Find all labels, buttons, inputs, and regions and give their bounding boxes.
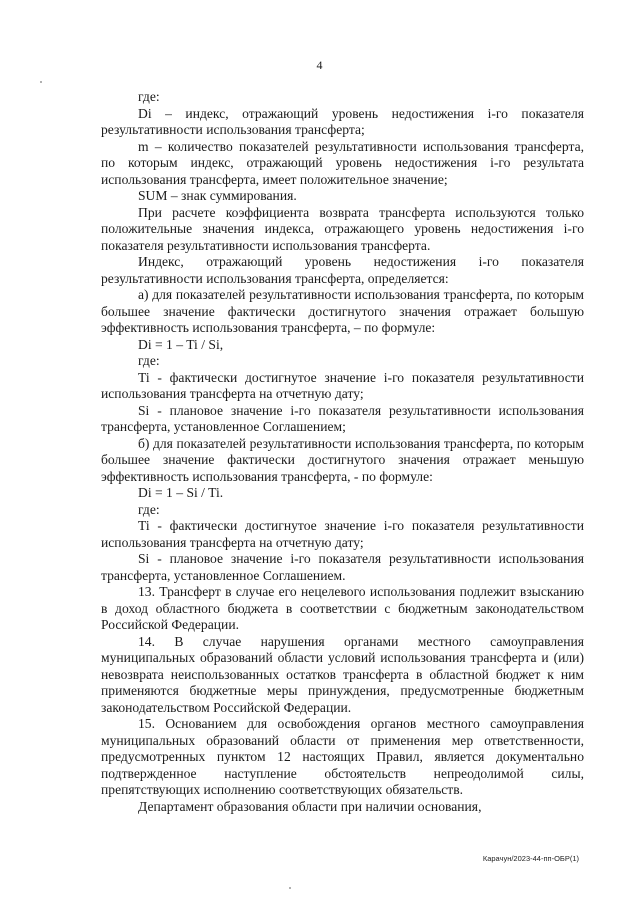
paragraph: где: xyxy=(138,501,160,517)
document-body xyxy=(101,89,584,815)
clause-13: 13. Трансферт в случае его нецелевого использования подлежит взысканию в доход областного бюджета в соответствии с бюджетным законодательством Российской Федерации. xyxy=(101,584,584,632)
formula-line: Di = 1 – Ti / Si, xyxy=(138,336,224,352)
paragraph: Si - плановое значение i-го показателя результативности использования трансферта, установленное Соглашением. xyxy=(101,551,584,583)
clause-15: 15. Основанием для освобождения органов местного самоуправления муниципальных образований области от применения мер ответственности, предусмотренных пунктом 12 настоящих Правил, является документально подтвержденное наступление обстоятельств непреодолимой силы, препятствующих исполнению соответствующих обязательств. xyxy=(101,716,584,797)
scan-speck xyxy=(289,887,291,889)
page-number: 4 xyxy=(316,58,323,72)
paragraph: Ti - фактически достигнутое значение i-го показателя результативности использования трансферта на отчетную дату; xyxy=(101,369,584,401)
clause-14: 14. В случае нарушения органами местного самоуправления муниципальных образований области условий использования трансферта и (или) невозврата неиспользованных остатков трансферта в областной бюджет к ним применяются бюджетные меры принуждения, предусмотренные бюджетным законодательством Российской Федерации. xyxy=(101,633,584,715)
paragraph: где: xyxy=(138,89,160,104)
paragraph: Di – индекс, отражающий уровень недостижения i-го показателя результативности использования трансферта; xyxy=(101,105,584,137)
formula-line: Di = 1 – Si / Ti. xyxy=(138,485,224,500)
paragraph: где: xyxy=(138,353,160,368)
paragraph: m – количество показателей результативности использования трансферта, по которым индекс, отражающий уровень недостижения i-го результата использования трансферта, имеет положительное значение; xyxy=(101,138,584,187)
paragraph: При расчете коэффициента возврата трансферта используются только положительные значения индекса, отражающего уровень недостижения i-го показателя результативности использования трансферта. xyxy=(101,204,584,253)
paragraph: б) для показателей результативности использования трансферта, по которым большее значение фактически достигнутого значения отражает меньшую эффективность использования трансферта, - по формуле: xyxy=(101,435,584,484)
scan-speck xyxy=(40,81,42,83)
paragraph: а) для показателей результативности использования трансферта, по которым большее значение фактически достигнутого значения отражает большую эффективность использования трансферта, – по формуле: xyxy=(101,287,584,335)
paragraph: Si - плановое значение i-го показателя результативности использования трансферта, установленное Соглашением; xyxy=(101,402,584,434)
document-code: Карачун/2023-44-пп-ОБР(1) xyxy=(482,854,579,863)
paragraph: Департамент образования области при наличии основания, xyxy=(138,798,482,814)
paragraph: Ti - фактически достигнутое значение i-го показателя результативности использования трансферта на отчетную дату; xyxy=(101,518,584,550)
paragraph: SUM – знак суммирования. xyxy=(138,188,297,203)
paragraph: Индекс, отражающий уровень недостижения i-го показателя результативности использования трансферта, определяется: xyxy=(101,254,584,286)
